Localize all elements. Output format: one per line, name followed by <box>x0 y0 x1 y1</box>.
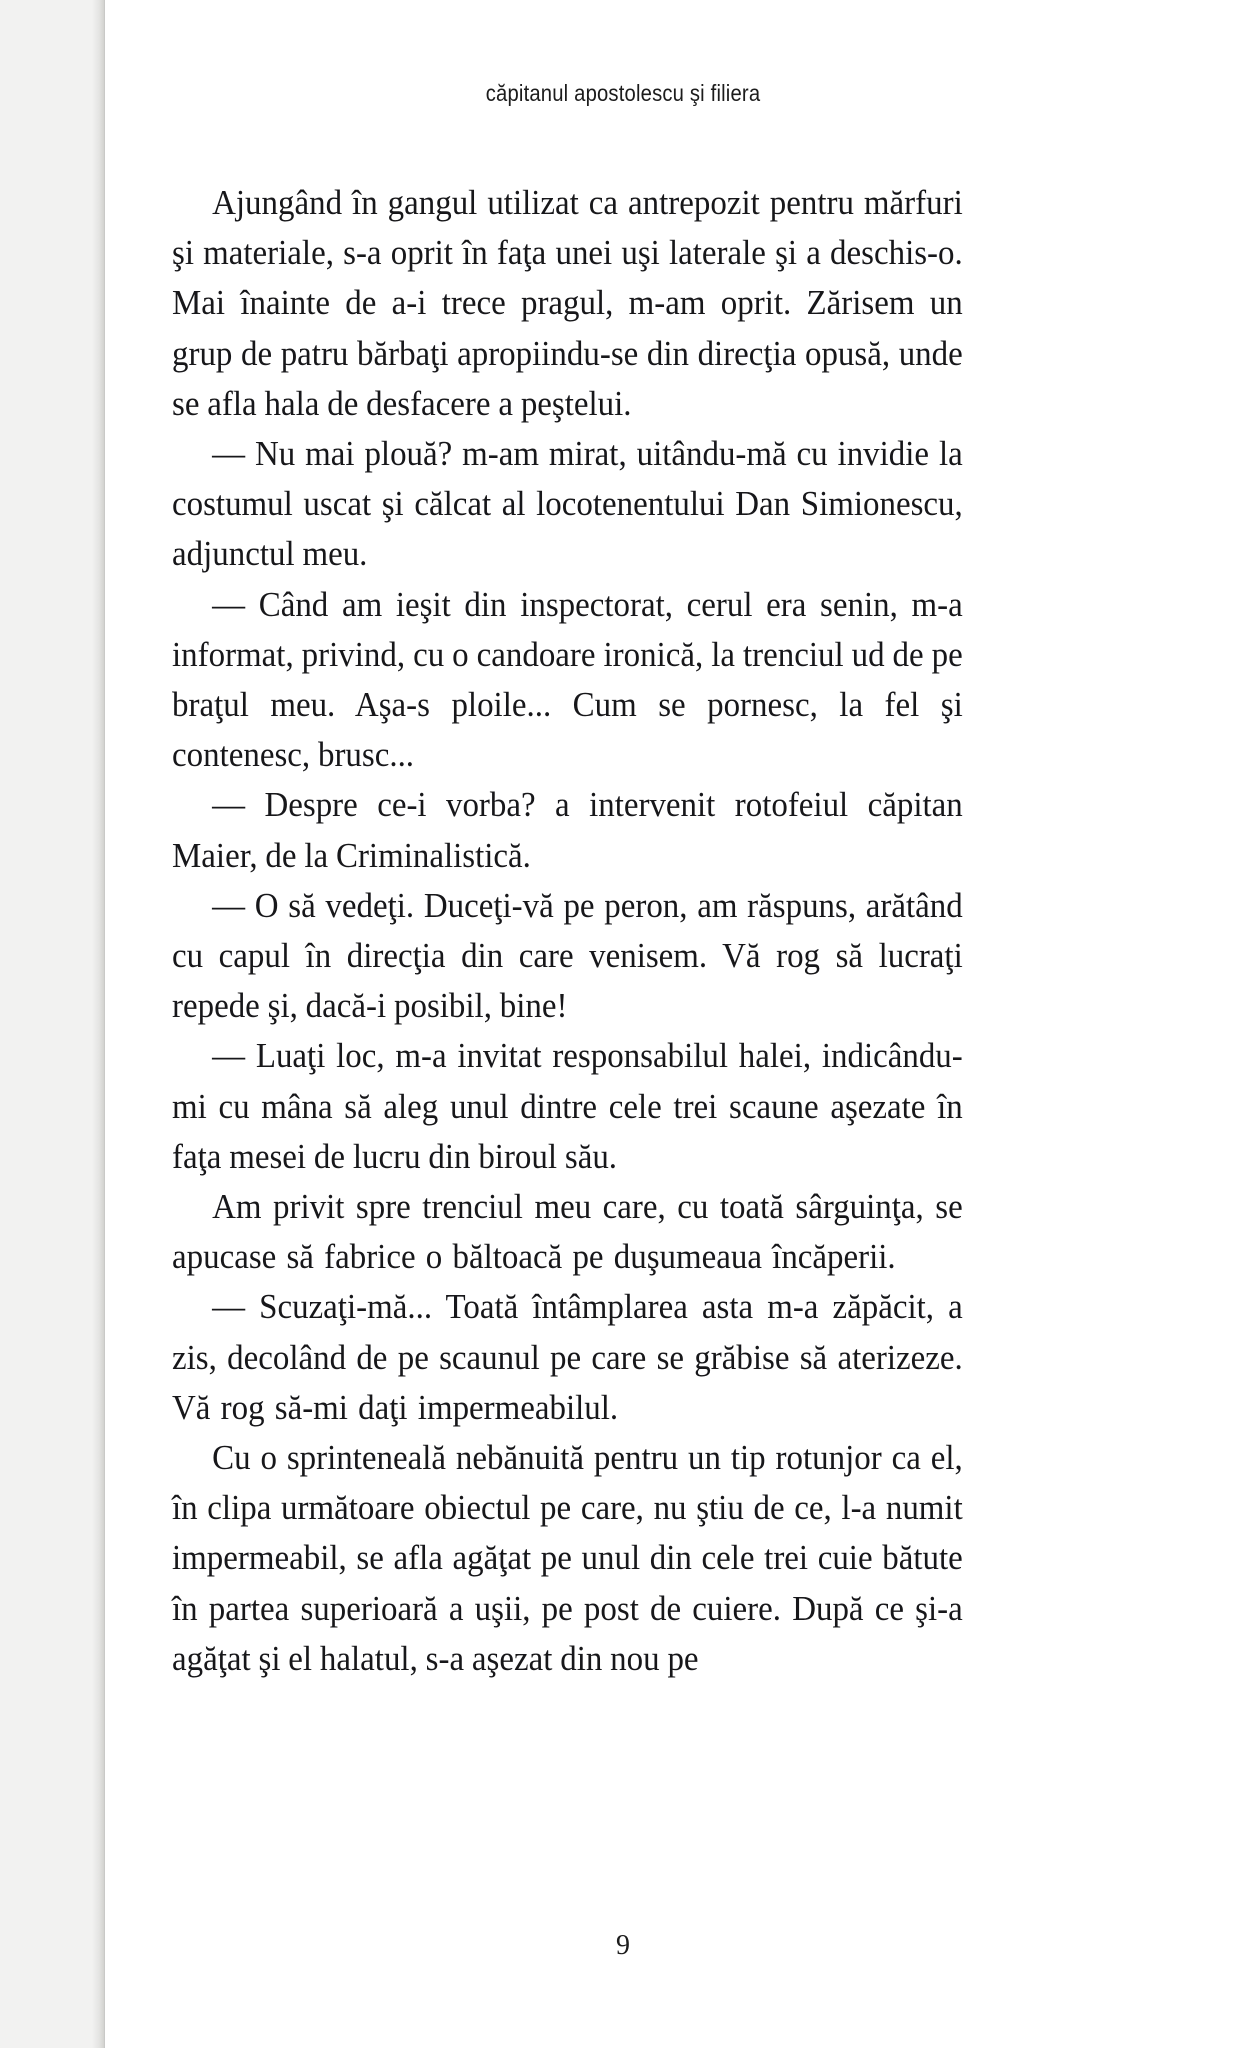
paragraph: Cu o sprinteneală nebănuită pentru un tip rotunjor ca el, în clipa următoare obiectul pe care, nu ştiu de ce, l-a numit impermeabil, se afla agăţat pe unul din cele trei cuie bătute în partea superioară a uşii, pe post de cuiere. După ce şi-a agăţat şi el halatul, s-a aşezat din nou pe <box>172 1439 963 1678</box>
paragraph: — Nu mai plouă? m-am mirat, uitându-mă cu invidie la costumul uscat şi călcat al locotenentului Dan Simionescu, adjunctul meu. <box>172 435 963 574</box>
page-content <box>108 0 1253 2048</box>
paragraph: — Scuzaţi-mă... Toată întâmplarea asta m-a zăpăcit, a zis, decolând de pe scaunul pe care se grăbise să aterizeze. Vă rog să-mi daţi impermeabilul. <box>172 1288 963 1427</box>
page-number: 9 <box>616 1930 630 1961</box>
paragraph: — Despre ce-i vorba? a intervenit rotofeiul căpitan Maier, de la Criminalistică. <box>172 786 963 875</box>
running-header: căpitanul apostolescu şi filiera <box>485 80 761 106</box>
paragraph: — Când am ieşit din inspectorat, cerul era senin, m-a informat, privind, cu o candoare ironică, la trenciul ud de pe braţul meu. Aşa-s ploile... Cum se pornesc, la fel şi contenesc, brusc... <box>172 585 963 775</box>
page-edge-strip <box>0 0 105 2048</box>
paragraph: — Luaţi loc, m-a invitat responsabilul halei, indicându-mi cu mâna să aleg unul dintre cele trei scaune aşezate în faţa mesei de lucru din biroul său. <box>172 1037 963 1176</box>
page-edge-gradient <box>92 0 104 2048</box>
paragraph: Am privit spre trenciul meu care, cu toată sârguinţa, se apucase să fabrice o băltoacă pe duşumeaua încăperii. <box>172 1188 963 1277</box>
paragraph: Ajungând în gangul utilizat ca antrepozit pentru mărfuri şi materiale, s-a oprit în faţa unei uşi laterale şi a deschis-o. Mai înainte de a-i trece pragul, m-am oprit. Zărisem un grup de patru bărbaţi apropiindu-se din direcţia opusă, unde se afla hala de desfacere a peştelui. <box>172 184 963 423</box>
paragraph: — O să vedeţi. Duceţi-vă pe peron, am răspuns, arătând cu capul în direcţia din care venisem. Vă rog să lucraţi repede şi, dacă-i posibil, bine! <box>172 886 963 1026</box>
body-text-column <box>172 178 1000 1684</box>
